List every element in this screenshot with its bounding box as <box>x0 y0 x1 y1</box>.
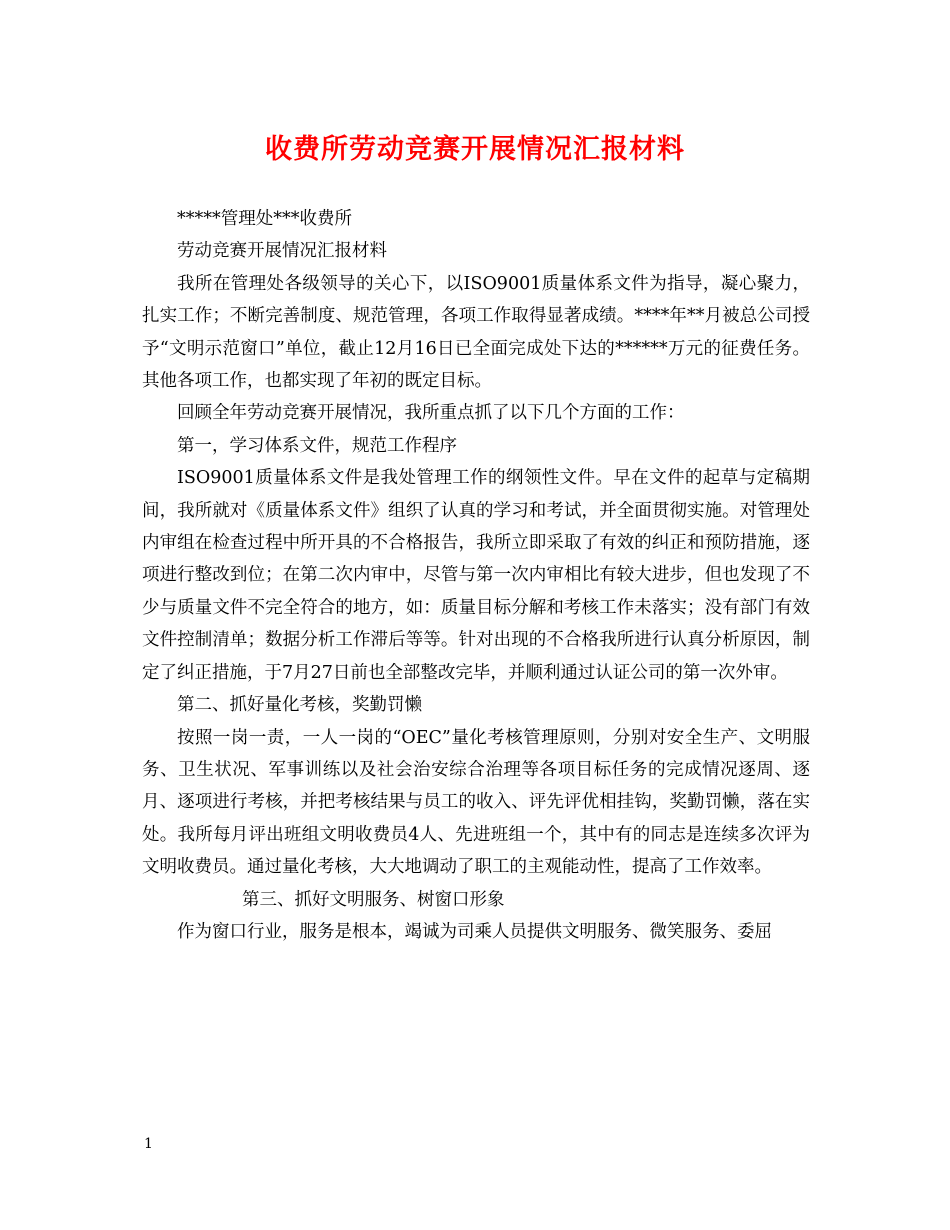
section-heading-2: 第二、抓好量化考核，奖勤罚懒 <box>177 695 422 716</box>
paragraph-review: 回顾全年劳动竞赛开展情况，我所重点抓了以下几个方面的工作： <box>177 403 685 424</box>
section-heading-3: 第三、抓好文明服务、树窗口形象 <box>242 889 505 910</box>
document-body <box>142 203 810 948</box>
paragraph-section-1: ISO9001质量体系文件是我处管理工作的纲领性文件。早在文件的起草与定稿期间，我所就对《质量体系文件》组织了认真的学习和考试，并全面贯彻实施。对管理处内审组在检查过程中所开具的不合格报告，我所立即采取了有效的纠正和预防措施，逐项进行整改到位；在第二次内审中，尽管与第一次内审相比有较大进步，但也发现了不少与质量文件不完全符合的地方，如：质量目标分解和考核工作未落实；没有部门有效文件控制清单；数据分析工作滞后等等。针对出现的不合格我所进行认真分析原因，制定了纠正措施，于7月27日前也全部整改完毕，并顺利通过认证公司的第一次外审。 <box>142 468 810 683</box>
section-heading-1: 第一，学习体系文件，规范工作程序 <box>177 435 457 456</box>
paragraph-org-line: *****管理处***收费所 <box>177 209 352 229</box>
document-title: 收费所劳动竞赛开展情况汇报材料 <box>265 134 685 165</box>
paragraph-intro: 我所在管理处各级领导的关心下，以ISO9001质量体系文件为指导，凝心聚力，扎实工作；不断完善制度、规范管理，各项工作取得显著成绩。****年**月被总公司授予“文明示范窗口”单位，截止12月16日已全面完成处下达的******万元的征费任务。其他各项工作，也都实现了年初的既定目标。 <box>142 273 810 392</box>
paragraph-section-3: 作为窗口行业，服务是根本，竭诚为司乘人员提供文明服务、微笑服务、委屈 <box>177 921 772 942</box>
paragraph-section-2: 按照一岗一责，一人一岗的“OEC”量化考核管理原则，分别对安全生产、文明服务、卫生状况、军事训练以及社会治安综合治理等各项目标任务的完成情况逐周、逐月、逐项进行考核，并把考核结果与员工的收入、评先评优相挂钩，奖勤罚懒，落在实处。我所每月评出班组文明收费员4人、先进班组一个，其中有的同志是连续多次评为文明收费员。通过量化考核，大大地调动了职工的主观能动性，提高了工作效率。 <box>142 727 810 878</box>
paragraph-subtitle: 劳动竞赛开展情况汇报材料 <box>177 241 387 262</box>
page-number: 1 <box>144 1136 153 1152</box>
